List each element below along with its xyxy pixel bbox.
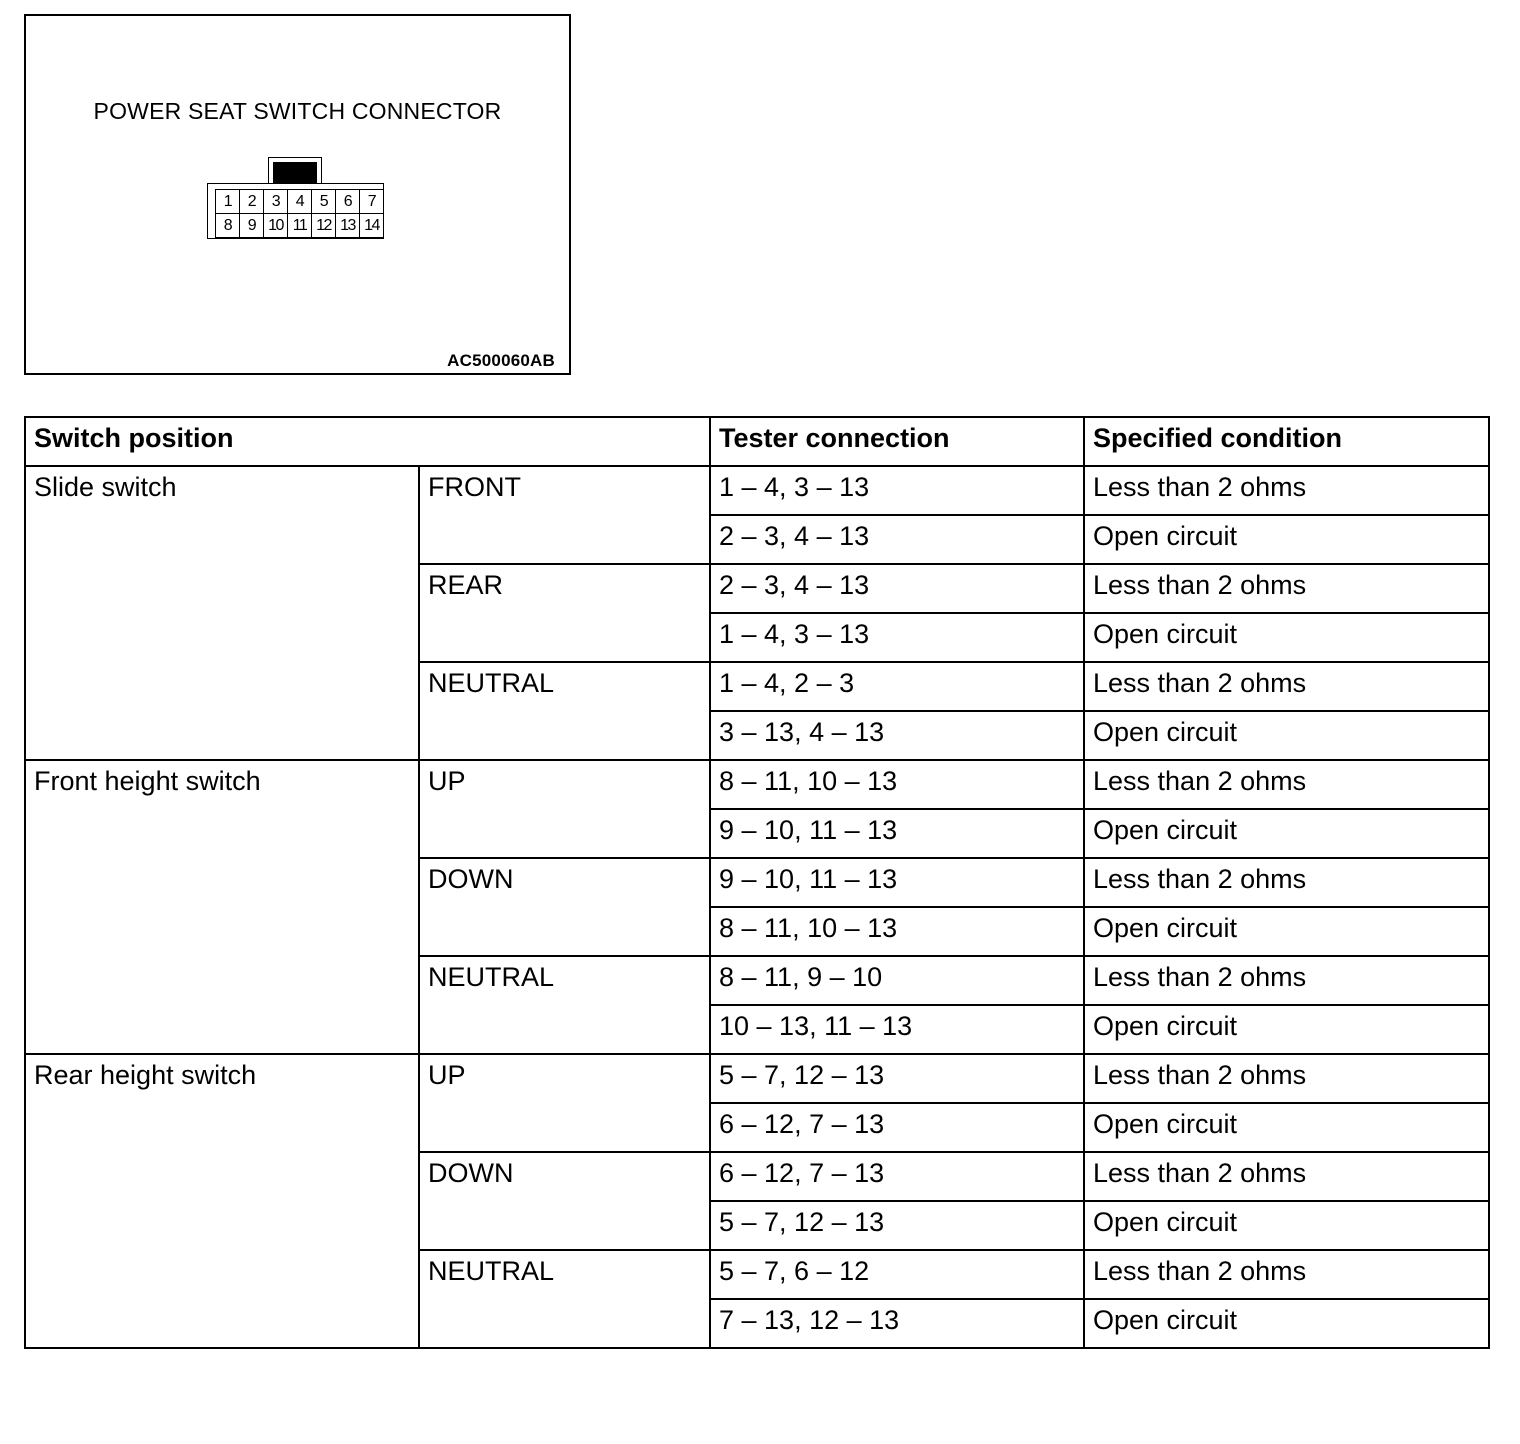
table-header-row: [25, 417, 1489, 466]
switch-position-cell: NEUTRAL: [419, 662, 710, 760]
switch-position-cell: REAR: [419, 564, 710, 662]
specified-condition-cell: Open circuit: [1084, 613, 1489, 662]
connector-pin: 11: [288, 214, 312, 238]
specified-condition-cell: Open circuit: [1084, 711, 1489, 760]
figure-code: AC500060AB: [447, 351, 555, 370]
connector-pin: 9: [240, 214, 264, 238]
tester-connection-cell: 2 – 3, 4 – 13: [710, 564, 1084, 613]
switch-name-cell: Slide switch: [25, 466, 419, 760]
connector-pin: 13: [336, 214, 360, 238]
tester-connection-cell: 1 – 4, 3 – 13: [710, 466, 1084, 515]
tester-connection-cell: 8 – 11, 10 – 13: [710, 907, 1084, 956]
specified-condition-cell: Less than 2 ohms: [1084, 1250, 1489, 1299]
specified-condition-cell: Less than 2 ohms: [1084, 1152, 1489, 1201]
specified-condition-cell: Open circuit: [1084, 1005, 1489, 1054]
tester-connection-cell: 8 – 11, 10 – 13: [710, 760, 1084, 809]
connector-pin: 14: [360, 214, 384, 238]
tester-connection-cell: 1 – 4, 2 – 3: [710, 662, 1084, 711]
switch-position-cell: NEUTRAL: [419, 1250, 710, 1348]
connector-figure: [24, 14, 571, 375]
specified-condition-cell: Less than 2 ohms: [1084, 956, 1489, 1005]
specified-condition-cell: Less than 2 ohms: [1084, 564, 1489, 613]
switch-name-cell: Rear height switch: [25, 1054, 419, 1348]
specified-condition-cell: Less than 2 ohms: [1084, 466, 1489, 515]
connector-pin-grid: [215, 189, 384, 238]
tester-connection-cell: 9 – 10, 11 – 13: [710, 858, 1084, 907]
tester-connection-cell: 1 – 4, 3 – 13: [710, 613, 1084, 662]
connector-pin: 5: [312, 190, 336, 214]
tester-connection-cell: 10 – 13, 11 – 13: [710, 1005, 1084, 1054]
specified-condition-cell: Open circuit: [1084, 1103, 1489, 1152]
tester-connection-cell: 9 – 10, 11 – 13: [710, 809, 1084, 858]
specified-condition-cell: Open circuit: [1084, 1299, 1489, 1348]
switch-position-cell: DOWN: [419, 858, 710, 956]
header-specified-condition: Specified condition: [1084, 417, 1489, 466]
specified-condition-cell: Open circuit: [1084, 515, 1489, 564]
table-row: [25, 1054, 1489, 1103]
connector-pin: 12: [312, 214, 336, 238]
specified-condition-cell: Open circuit: [1084, 907, 1489, 956]
figure-title: POWER SEAT SWITCH CONNECTOR: [93, 98, 502, 124]
table-body: [25, 466, 1489, 1348]
specified-condition-cell: Open circuit: [1084, 1201, 1489, 1250]
connector-pin: 7: [360, 190, 384, 214]
tester-connection-cell: 8 – 11, 9 – 10: [710, 956, 1084, 1005]
tester-connection-cell: 5 – 7, 12 – 13: [710, 1054, 1084, 1103]
tester-connection-cell: 2 – 3, 4 – 13: [710, 515, 1084, 564]
specified-condition-cell: Open circuit: [1084, 809, 1489, 858]
table-row: [25, 466, 1489, 515]
connector-pin: 8: [216, 214, 240, 238]
switch-name-cell: Front height switch: [25, 760, 419, 1054]
connector-pin: 10: [264, 214, 288, 238]
connector-pin: 4: [288, 190, 312, 214]
switch-position-cell: DOWN: [419, 1152, 710, 1250]
connector-pin: 6: [336, 190, 360, 214]
connector-pin: 2: [240, 190, 264, 214]
connector-pin: 3: [264, 190, 288, 214]
specification-table: [24, 416, 1490, 1349]
connector-diagram: [207, 157, 384, 239]
specified-condition-cell: Less than 2 ohms: [1084, 760, 1489, 809]
specified-condition-cell: Less than 2 ohms: [1084, 858, 1489, 907]
table-row: [25, 760, 1489, 809]
switch-position-cell: NEUTRAL: [419, 956, 710, 1054]
connector-body: [207, 183, 384, 239]
tester-connection-cell: 6 – 12, 7 – 13: [710, 1103, 1084, 1152]
switch-position-cell: FRONT: [419, 466, 710, 564]
tester-connection-cell: 6 – 12, 7 – 13: [710, 1152, 1084, 1201]
switch-position-cell: UP: [419, 1054, 710, 1152]
header-tester-connection: Tester connection: [710, 417, 1084, 466]
tester-connection-cell: 5 – 7, 12 – 13: [710, 1201, 1084, 1250]
tester-connection-cell: 5 – 7, 6 – 12: [710, 1250, 1084, 1299]
header-switch-position: Switch position: [25, 417, 710, 466]
switch-position-cell: UP: [419, 760, 710, 858]
specified-condition-cell: Less than 2 ohms: [1084, 662, 1489, 711]
specified-condition-cell: Less than 2 ohms: [1084, 1054, 1489, 1103]
tester-connection-cell: 3 – 13, 4 – 13: [710, 711, 1084, 760]
connector-pin: 1: [216, 190, 240, 214]
tester-connection-cell: 7 – 13, 12 – 13: [710, 1299, 1084, 1348]
